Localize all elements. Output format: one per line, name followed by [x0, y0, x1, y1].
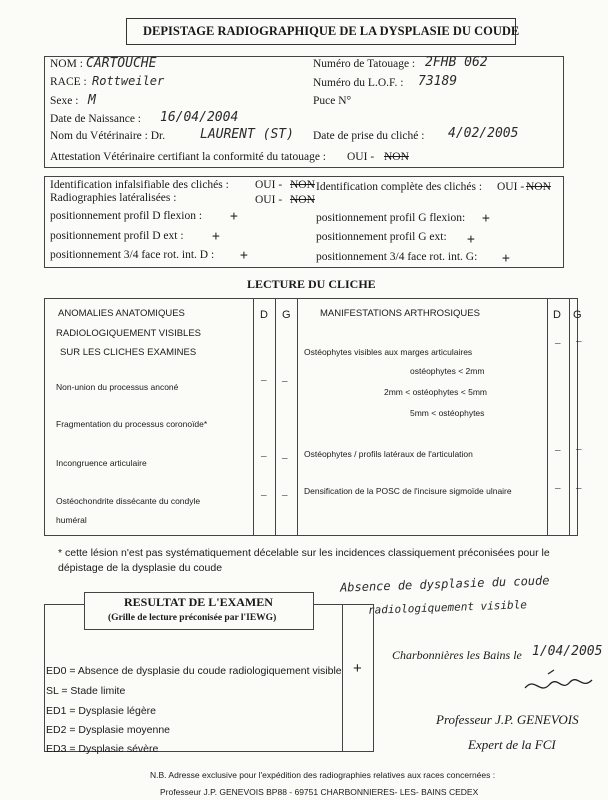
position-left-3: positionnement 3/4 face rot. int. D :: [50, 249, 215, 261]
attestation-non: NON: [384, 151, 409, 163]
row-incongruence: Incongruence articulaire: [56, 458, 147, 468]
puce-label: Puce N°: [313, 95, 352, 107]
resultat-subtitle: (Grille de lecture préconisée par l'IEWG): [108, 613, 277, 623]
complete-oui: OUI -: [497, 181, 525, 193]
tatouage-value: 2FHB 062: [425, 55, 488, 70]
veterinaire-label: Nom du Vétérinaire : Dr.: [50, 130, 166, 142]
page-title: DEPISTAGE RADIOGRAPHIQUE DE LA DYSPLASIE DU COUDE: [143, 24, 520, 38]
infalsifiable-non: NON: [290, 179, 315, 191]
position-right-3: positionnement 3/4 face rot. int. G:: [316, 251, 478, 263]
signature-role: Expert de la FCI: [468, 737, 556, 752]
row-non-union: Non-union du processus anconé: [56, 382, 179, 392]
complete-label: Identification complète des clichés :: [316, 181, 483, 193]
row-fragmentation: Fragmentation du processus coronoïde*: [56, 419, 208, 429]
handwritten-note-line1: Absence de dysplasie du coude: [339, 573, 550, 595]
resultat-ed2: ED2 = Dysplasie moyenne: [46, 724, 171, 736]
resultat-ed3: ED3 = Dysplasie sévère: [46, 743, 159, 755]
lof-label: Numéro du L.O.F. :: [313, 77, 404, 89]
nom-value: CARTOUCHE: [86, 56, 157, 71]
position-right-3-mark: +: [502, 251, 510, 266]
veterinaire-value: LAURENT (ST): [200, 127, 294, 142]
osteophytes-d: –: [555, 337, 561, 349]
lateralisees-oui: OUI -: [255, 194, 283, 206]
signature-scribble: [520, 668, 600, 698]
col-d-left: D: [260, 309, 268, 321]
anomalies-header-2: RADIOLOGIQUEMENT VISIBLES: [56, 328, 202, 339]
infalsifiable-oui: OUI -: [255, 179, 283, 191]
resultat-title: RESULTAT DE L'EXAMEN: [124, 595, 273, 609]
densification-d: –: [555, 482, 561, 494]
row-non-union-d: –: [261, 374, 267, 386]
signature-date: 1/04/2005: [532, 644, 603, 659]
lateralisees-non: NON: [290, 194, 315, 206]
anomalies-header-1: ANOMALIES ANATOMIQUES: [58, 308, 185, 319]
position-left-2-mark: +: [212, 229, 220, 244]
position-right-1: positionnement profil G flexion:: [316, 212, 466, 224]
resultat-divider: [342, 604, 343, 752]
race-value: Rottweiler: [92, 74, 165, 88]
naissance-value: 16/04/2004: [160, 110, 239, 125]
row-osteochondrite: Ostéochondrite dissécante du condyle: [56, 496, 201, 506]
col-g-left: G: [282, 309, 291, 321]
densification: Densification de la POSC de l'incisure sigmoïde ulnaire: [304, 486, 512, 496]
prise-value: 4/02/2005: [448, 126, 519, 141]
signature-professor: Professeur J.P. GENEVOIS: [436, 712, 579, 727]
complete-non: NON: [526, 181, 551, 193]
row-osteochondrite-d: –: [261, 489, 267, 501]
tatouage-label: Numéro de Tatouage :: [313, 58, 416, 70]
race-label: RACE :: [50, 76, 87, 88]
resultat-ed1: ED1 = Dysplasie légère: [46, 705, 157, 717]
resultat-ed0-mark: +: [353, 660, 362, 677]
profils-g: –: [576, 443, 582, 455]
position-left-1-mark: +: [230, 209, 238, 224]
lof-value: 73189: [418, 74, 458, 89]
footer-line1: N.B. Adresse exclusive pour l'expédition des radiographies relatives aux races concernées :: [150, 770, 496, 780]
row-osteochondrite-2: huméral: [56, 515, 87, 525]
position-left-2: positionnement profil D ext :: [50, 230, 184, 242]
osteophytes-title: Ostéophytes visibles aux marges articulaires: [304, 347, 473, 357]
row-incongruence-g: –: [282, 452, 288, 464]
col-d-right: D: [553, 309, 561, 321]
lecture-heading: LECTURE DU CLICHE: [247, 277, 376, 291]
naissance-label: Date de Naissance :: [50, 113, 142, 125]
handwritten-note-line2: radiologiquement visible: [367, 598, 528, 617]
table-divider-4: [547, 298, 548, 536]
footnote-line1: * cette lésion n'est pas systématiquement décelable sur les incidences classiquement préconisées pour le: [58, 547, 550, 559]
col-g-right: G: [573, 309, 582, 321]
resultat-ed0: ED0 = Absence de dysplasie du coude radiologiquement visible: [46, 665, 342, 677]
table-divider-3: [297, 298, 298, 536]
prise-label: Date de prise du cliché :: [313, 130, 425, 142]
sexe-value: M: [88, 93, 96, 108]
row-incongruence-d: –: [261, 450, 267, 462]
table-divider-1: [253, 298, 254, 536]
nom-label: NOM :: [50, 58, 83, 70]
position-right-2: positionnement profil G ext:: [316, 231, 447, 243]
osteophytes-sub2: 2mm < ostéophytes < 5mm: [384, 387, 487, 397]
footer-line2: Professeur J.P. GENEVOIS BP88 - 69751 CHARBONNIERES- LES- BAINS CEDEX: [160, 787, 479, 797]
lateralisees-label: Radiographies latéralisées :: [50, 192, 177, 204]
manifestations-header: MANIFESTATIONS ARTHROSIQUES: [320, 308, 480, 319]
osteophytes-sub3: 5mm < ostéophytes: [410, 408, 485, 418]
profils-lateraux: Ostéophytes / profils latéraux de l'articulation: [304, 449, 473, 459]
table-divider-2: [275, 298, 276, 536]
position-right-1-mark: +: [482, 211, 490, 226]
attestation-text: Attestation Vétérinaire certifiant la conformité du tatouage :: [50, 151, 326, 163]
densification-g: –: [576, 482, 582, 494]
attestation-oui: OUI -: [347, 151, 375, 163]
signature-place: Charbonnières les Bains le: [392, 648, 522, 662]
anomalies-header-3: SUR LES CLICHES EXAMINES: [60, 347, 197, 358]
profils-d: –: [555, 444, 561, 456]
position-right-2-mark: +: [467, 232, 475, 247]
resultat-sl: SL = Stade limite: [46, 685, 126, 697]
sexe-label: Sexe :: [50, 95, 79, 107]
position-left-1: positionnement profil D flexion :: [50, 210, 203, 222]
row-non-union-g: –: [282, 375, 288, 387]
infalsifiable-label: Identification infalsifiable des clichés :: [50, 179, 229, 191]
osteophytes-sub1: ostéophytes < 2mm: [410, 366, 485, 376]
position-left-3-mark: +: [240, 248, 248, 263]
table-divider-5: [569, 298, 570, 536]
row-osteochondrite-g: –: [282, 489, 288, 501]
footnote-line2: dépistage de la dysplasie du coude: [58, 562, 223, 574]
osteophytes-g: –: [576, 335, 582, 347]
